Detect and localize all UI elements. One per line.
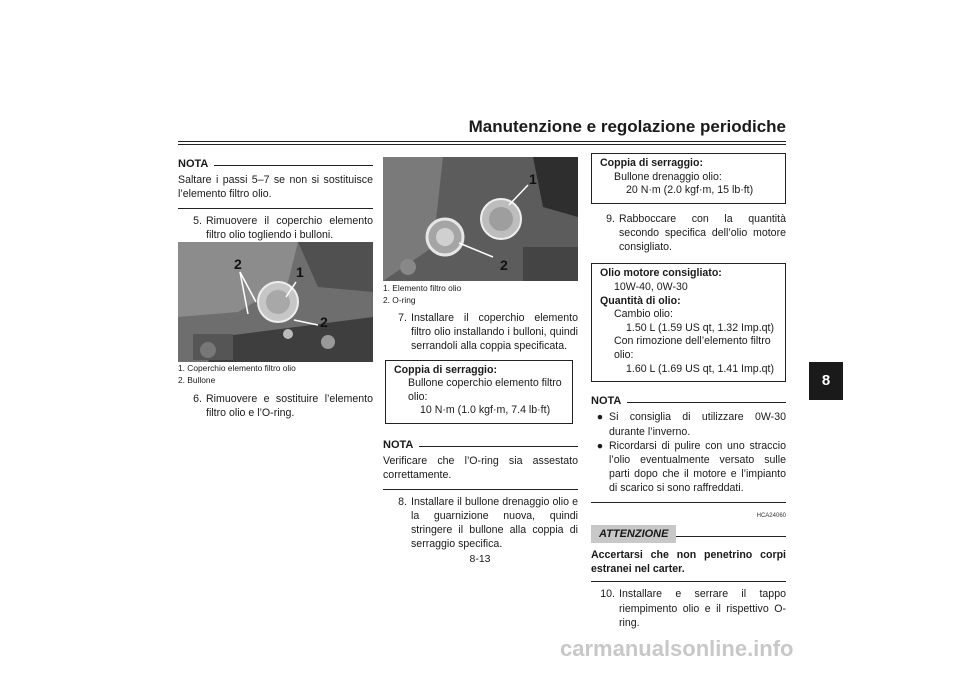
caption: 2. Bullone [178, 374, 216, 385]
page-header-title: Manutenzione e regolazione periodiche [468, 117, 786, 136]
spec-value: 10 N·m (1.0 kgf·m, 7.4 lb·ft) [420, 404, 551, 417]
step-6 [178, 392, 373, 420]
step-7 [383, 311, 578, 354]
step-number: 8. [398, 495, 407, 508]
spec-title: Coppia di serraggio: [394, 363, 498, 376]
photo-oil-filter-element [383, 157, 578, 281]
spec-line: Bullone drenaggio olio: [614, 170, 722, 183]
reference-code: HCA24060 [756, 512, 786, 519]
step-10 [591, 587, 786, 630]
column-1 [178, 157, 373, 242]
photo-oil-filter-cover [178, 242, 373, 362]
nota-text: Verificare che l’O-ring sia assestato correttamente. [383, 455, 578, 482]
spec-line: Con rimozione dell’elemento filtro olio: [614, 335, 771, 361]
step-text: Installare e serrare il tappo riempimento olio e il rispettivo O-ring. [619, 588, 786, 629]
nota-end-rule [178, 208, 373, 209]
step-5 [178, 214, 373, 242]
bullet-text: Si consiglia di utilizzare 0W-30 durante l’inverno. [609, 411, 786, 438]
oil-spec-box [591, 263, 786, 382]
chapter-tab: 8 [809, 362, 843, 400]
photo-oil-filter-cover-illustration [178, 242, 373, 362]
header-rule [178, 141, 786, 142]
step-8 [383, 495, 578, 552]
torque-spec-box [591, 153, 786, 204]
nota-text: Saltare i passi 5–7 se non si sostituisce l’elemento filtro olio. [178, 174, 373, 201]
attention-text: Accertarsi che non penetrino corpi estranei nel carter. [591, 548, 786, 576]
attention-rule [676, 536, 786, 537]
step-number: 5. [193, 214, 202, 227]
column-2 [383, 311, 578, 551]
nota-label: NOTA [383, 438, 414, 451]
nota-bullet [591, 410, 786, 438]
photo-2-captions [383, 283, 578, 306]
watermark: carmanualsonline.info [560, 636, 794, 661]
step-text: Installare il bullone drenaggio olio e la guarnizione nuova, quindi stringere il bullone alla coppia di serraggio specifica. [411, 495, 578, 551]
nota-rule [419, 446, 578, 447]
spec-value: 20 N·m (2.0 kgf·m, 15 lb·ft) [626, 184, 754, 197]
caption: 1. Elemento filtro olio [383, 283, 462, 293]
nota-rule [627, 402, 786, 403]
caption: 1. Coperchio elemento filtro olio [178, 363, 296, 373]
step-number: 10. [600, 588, 615, 601]
spec-line: Cambio olio: [614, 308, 673, 321]
step-text: Rimuovere il coperchio elemento filtro olio togliendo i bulloni. [206, 214, 373, 241]
photo-callout: 2 [234, 256, 242, 272]
spec-title: Quantità di olio: [600, 294, 681, 307]
step-9 [591, 212, 786, 255]
attention-label: ATTENZIONE [591, 525, 676, 543]
photo-callout: 1 [529, 171, 537, 187]
attention-end-rule [591, 581, 786, 582]
nota-heading [178, 157, 373, 171]
caption: 2. O-ring [383, 294, 416, 305]
column-3 [591, 153, 786, 630]
nota-label: NOTA [591, 395, 622, 408]
spec-value: 10W-40, 0W-30 [614, 280, 688, 293]
nota-bullet [591, 439, 786, 496]
bullet-icon: ● [596, 439, 604, 452]
photo-oil-filter-element-illustration [383, 157, 578, 281]
bullet-icon: ● [596, 411, 604, 424]
spec-title: Coppia di serraggio: [600, 157, 704, 169]
photo-callout: 2 [320, 314, 328, 330]
spec-value: 1.50 L (1.59 US qt, 1.32 Imp.qt) [626, 321, 775, 334]
nota-end-rule [383, 489, 578, 490]
step-text: Rabboccare con la quantità secondo specifica dell’olio motore consigliato. [619, 212, 786, 254]
photo-1-captions [178, 363, 373, 386]
photo-callout: 1 [296, 264, 304, 280]
nota-rule [214, 165, 373, 166]
nota-heading [383, 438, 578, 452]
torque-spec-box [385, 360, 573, 424]
step-number: 6. [193, 393, 202, 405]
nota-heading [591, 394, 786, 408]
nota-label: NOTA [178, 158, 209, 170]
bullet-text: Ricordarsi di pulire con uno straccio l’olio eventualmente versato sulle parti dopo che il motore e l’impianto di scarico si sono raffreddati. [609, 439, 786, 495]
step-text: Installare il coperchio elemento filtro olio installando i bulloni, quindi serrandoli alla coppia specificata. [411, 312, 578, 353]
header-rule-2 [178, 144, 786, 145]
photo-callout: 2 [500, 257, 508, 273]
spec-value: 1.60 L (1.69 US qt, 1.41 Imp.qt) [626, 362, 775, 375]
spec-line: Bullone coperchio elemento filtro olio: [408, 377, 562, 403]
attention-heading [591, 525, 786, 543]
spec-title: Olio motore consigliato: [600, 267, 722, 280]
page-number: 8-13 [469, 553, 491, 565]
nota-end-rule [591, 502, 786, 503]
column-1-lower [178, 392, 373, 420]
step-number: 9. [606, 212, 615, 225]
step-number: 7. [398, 312, 407, 324]
step-text: Rimuovere e sostituire l’elemento filtro olio e l’O-ring. [206, 393, 373, 420]
